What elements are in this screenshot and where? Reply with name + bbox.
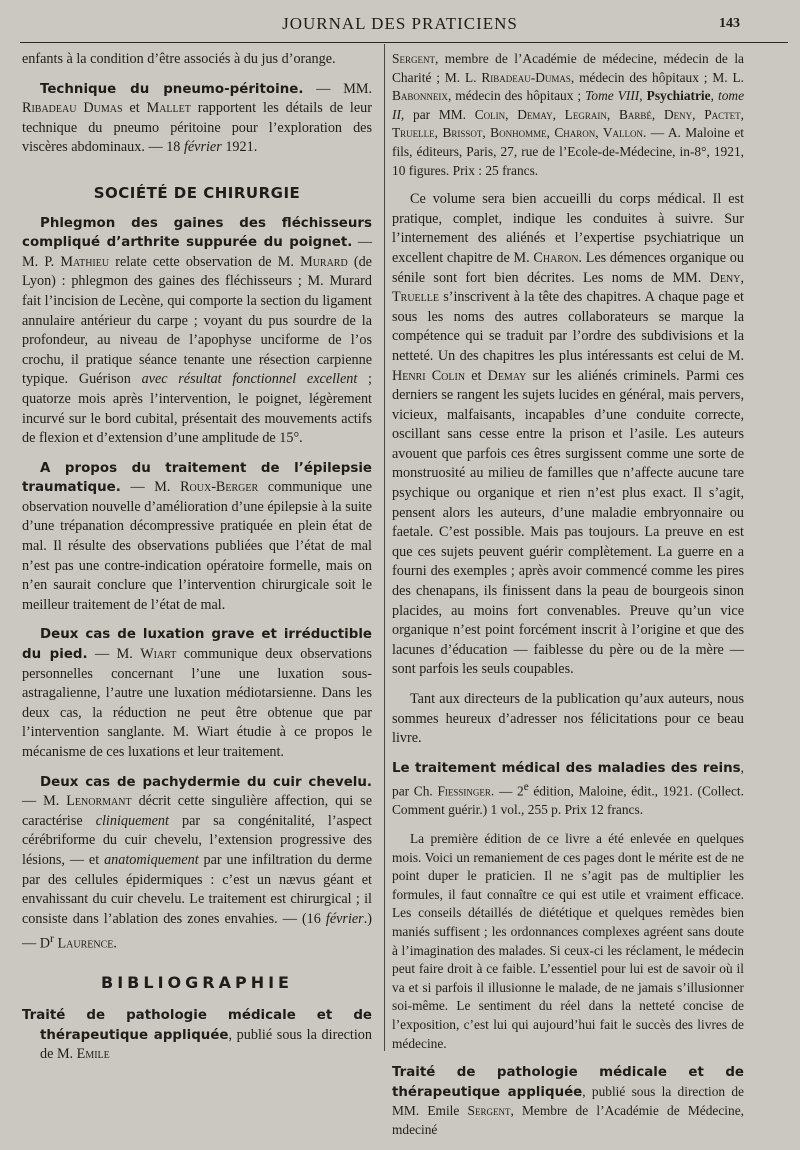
article-title: A propos du traitement de l’épilepsie traumatique. <box>22 460 372 496</box>
date-italic: février <box>325 910 364 927</box>
author-name: Roux-Berger <box>180 479 259 496</box>
text: (de Lyon) : phlegmon des gaines des fléchisseurs ; M. Murard fait l’incision de Lecène, qui comporte la section du ligament annulaire antérieur du carpe ; voyant du pus sourdre de la profondeur, au niveau de l’apophyse unciforme de l’os crochu, il pratique séance tenante une résection carpienne typique. Guérison <box>22 253 372 388</box>
article-title: Deux cas de pachydermie du cuir chevelu. <box>40 774 372 790</box>
text: communique une observation nouvelle d’amélioration d’une épilepsie à la suite d’une trépanation décompressive pratiquée en plein état de mal. Il résulte des observations publiées que l’état de mal n’est pas une contre-indication opératoire formelle, mais on n’en saurait conclure que l’intervention chirurgicale soit le meilleur traitement de l’état de mal. <box>22 479 372 613</box>
text: rapportent les détails de leur technique du pneumo péritoine pour l’exploration des viscères abdominaux. — 18 <box>22 100 372 156</box>
author-name: Deny <box>709 269 741 286</box>
text: .) — D <box>22 910 372 953</box>
text: , <box>710 88 718 104</box>
article-epilepsie <box>22 459 372 616</box>
author-name: Laurence <box>57 936 114 953</box>
article-pachydermie <box>22 773 372 955</box>
author-name: Charon <box>533 249 579 266</box>
text: , membre de l’Académie de médecine, médecin de la Charité ; M. L. <box>392 51 744 85</box>
author-name: Wiart <box>140 646 177 663</box>
bold-text: Psychiatrie <box>646 88 711 104</box>
header-rule <box>20 42 788 43</box>
review-conclusion <box>392 690 744 749</box>
author-name: Ribadeau Dumas <box>22 100 123 117</box>
author-name: Mathieu <box>60 253 110 270</box>
article-luxation <box>22 625 372 762</box>
article-pneumo-peritoine <box>22 80 372 158</box>
text: 1921. <box>221 139 258 156</box>
biblio-entry-reins <box>392 759 744 820</box>
book-title: Le traitement médical des maladies des reins <box>392 760 741 776</box>
text: . — 2 <box>490 783 524 799</box>
text: , Membre de l’Académie de Médecine, mdeciné <box>392 1103 744 1137</box>
article-title: Deux cas de luxation grave et irréductible du pied. <box>22 627 372 663</box>
author-name: Fiessinger <box>437 783 491 799</box>
italic-text: Tome VIII <box>585 88 640 104</box>
text: relate cette observation de M. <box>109 253 301 270</box>
text: communique deux observations personnelles concernant l’une une luxation sous-astragalienne, l’autre une luxation médiotarsienne. Dans les deux cas, la réduction ne peut être obtenue que par l’intervention sanglante. M. Wiart étudie à ce propos le mécanisme de ces luxations et leur traitement. <box>22 646 372 760</box>
text: , médecin des hôpitaux ; <box>447 88 586 104</box>
text: Tant aux directeurs de la publication qu’aux auteurs, nous sommes heureux d’adresser nos félicitations pour ce beau livre. <box>392 691 744 747</box>
running-head <box>0 0 800 44</box>
text: . <box>113 936 117 953</box>
left-column <box>22 50 372 1075</box>
article-title: Technique du pneumo-péritoine. <box>40 81 304 97</box>
paragraph-continuation <box>22 50 372 70</box>
bibliography-title: BIBLIOGRAPHIE <box>101 972 293 992</box>
running-title: JOURNAL DES PRATICIENS <box>282 14 518 33</box>
author-name: Demay <box>487 367 527 384</box>
text: édition, Maloine, édit., 1921. (Collect. Comment guérir.) 1 vol., 255 p. Prix 12 francs. <box>392 783 744 818</box>
continuation-text: enfants à la condition d’être associés à du jus d’orange. <box>22 51 336 67</box>
italic-text: cliniquement <box>95 812 169 829</box>
column-divider <box>384 44 385 1051</box>
author-name: Emile <box>76 1046 110 1063</box>
text: et <box>122 100 147 117</box>
author-name: Sergent <box>392 51 435 66</box>
biblio-entry-traite-2 <box>392 1063 744 1139</box>
review-reins <box>392 830 744 1053</box>
text: , <box>639 88 647 104</box>
superscript: e <box>523 781 529 794</box>
text: — M. <box>120 479 181 496</box>
text: par une infiltration du derme par des cellules épidermiques : c’est un nævus géant et envahissant du cuir chevelu. Le traitement est chirurgical ; il consiste dans l’ablation des zones envahies. — (16 <box>22 851 372 927</box>
article-title: Phlegmon des gaines des fléchisseurs compliqué d’arthrite suppurée du poignet. <box>22 215 372 251</box>
text: s’inscrivent à la tête des chapitres. A chaque page et sous les noms des autres collaborateurs se marque la compétence qui se traduit par l’ordre des subdivisions et la netteté. Un des chapitres les plus intéressants est celui de M. <box>392 289 744 364</box>
text: décrit cette singulière affection, qui se caractérise <box>22 793 372 829</box>
text: . Les démences organique ou sénile sont fort bien décrites. Les noms de MM. <box>392 249 744 286</box>
text: — M. <box>22 793 67 810</box>
italic-text: tome II <box>392 88 745 122</box>
text: , par MM. <box>400 106 475 122</box>
section-title: SOCIÉTÉ DE CHIRURGIE <box>93 183 301 202</box>
text: Ce volume sera bien accueilli du corps médical. Il est pratique, complet, indique les conduites à suivre. Sur l’internement des aliénés et l’expertise psychiatrique un excellent chapitre de M. <box>392 191 744 266</box>
text: — M. P. <box>22 234 373 270</box>
superscript: r <box>49 931 54 946</box>
text: , par Ch. <box>392 759 744 799</box>
biblio-entry-traite-start <box>22 1006 372 1065</box>
page-number: 143 <box>719 16 740 31</box>
article-phlegmon <box>22 214 372 449</box>
author-name: Murard <box>300 253 348 270</box>
text: , <box>740 269 744 286</box>
right-column <box>392 50 744 1150</box>
author-name: Ribadeau-Dumas <box>481 69 571 85</box>
book-title: Traité de pathologie médicale et de thérapeutique appliquée <box>392 1065 744 1100</box>
text: — MM. <box>303 80 372 97</box>
italic-text: avec résultat fonctionnel excellent <box>141 371 358 388</box>
author-name: Lenormant <box>66 793 132 810</box>
text: . — A. Maloine et fils, éditeurs, Paris, 27, rue de l’Ecole-de-Médecine, in-8°, 1921, 10 figures. Prix : 25 francs. <box>392 125 744 178</box>
text: — M. <box>87 646 141 663</box>
author-name: Babonneix <box>392 88 448 104</box>
date-italic: février <box>183 139 222 156</box>
author-names: Colin, Demay, Legrain, Barbé, Deny, Pactet, Truelle, Brissot, Bonhomme, Charon, Vallon <box>392 106 745 141</box>
text: par sa congénitalité, l’aspect cérébriforme du cuir chevelu, l’extension progressive des lésions, — et <box>22 812 372 868</box>
text: , médecin des hôpitaux ; M. L. <box>570 69 744 85</box>
italic-text: anatomiquement <box>104 851 199 868</box>
biblio-entry-traite-continuation <box>392 50 744 180</box>
author-name: Truelle <box>392 289 439 306</box>
text: La première édition de ce livre a été enlevée en quelques mois. Voici un remaniement de ces pages dont le mérite est de ne point duper le praticien. Il ne s’agit pas de multiplier les formules, il faut connaître ce qui est utile et vraiment efficace. Les conseils détaillés de diététique et quelques remèdes bien maniés suffisent ; les ordonnances complexes agréent sans doute à l’imagination des malades. Si ceux-ci les réclament, le médecin peut faire droit à ce faible. L’essentiel pour lui est de savoir où il va et si parfois il illusionne le malade, de ne jamais s’illusionner soi-même. Le sentiment du réel dans la netteté concise de l’exposition, c’est lui qui aujourd’hui fait le succès des livres de médecine. <box>392 831 744 1051</box>
author-name: Henri Colin <box>392 367 466 384</box>
text: ; quatorze mois après l’intervention, le poignet, légèrement incurvé sur le bord cubital, présentait des mouvements actifs de flexion et d’extension d’une amplitude de 15°. <box>22 371 372 447</box>
text: sur les aliénés criminels. Parmi ces derniers se rangent les sujets lucides en général, mais pervers, vicieux, malfaisants, incapables d’une conduite correcte, oscillant sans cesse entre la prison et l’asile. Les auteurs avouent que parfois ces êtres surgissent comme une sorte de monstruosité au milieu de familles que n’affecte aucune tare psychique ou organique et rien n’est plus exact. Il s’agit, pensent alors les auteurs, d’une maladie embryonnaire ou faetale. C’est possible. Mais pas toujours. La preuve en est que ces sujets peuvent guérir complètement. La guerre en a fourni des exemples ; après avoir commencé comme les pires des chenapans, ils finissent dans la peau de bourgeois sinon placides, au moins fort convenables. Preuve qu’un vice organique n’est point forcément inscrit à l’origine et que des lacunes d’éducation — faiblesse du père ou de la mère — sont parfois les seuls coupables. <box>392 367 744 678</box>
text: et <box>465 367 488 384</box>
author-name: Mallet <box>146 100 191 117</box>
author-name: Sergent <box>467 1103 511 1119</box>
book-title: Traité de pathologie médicale et de thérapeutique appliquée <box>22 1008 372 1043</box>
review-psychiatrie <box>392 190 744 680</box>
text: , publié sous la direction de M. <box>40 1026 372 1063</box>
text: , publié sous la direction de MM. Emile <box>392 1083 744 1119</box>
